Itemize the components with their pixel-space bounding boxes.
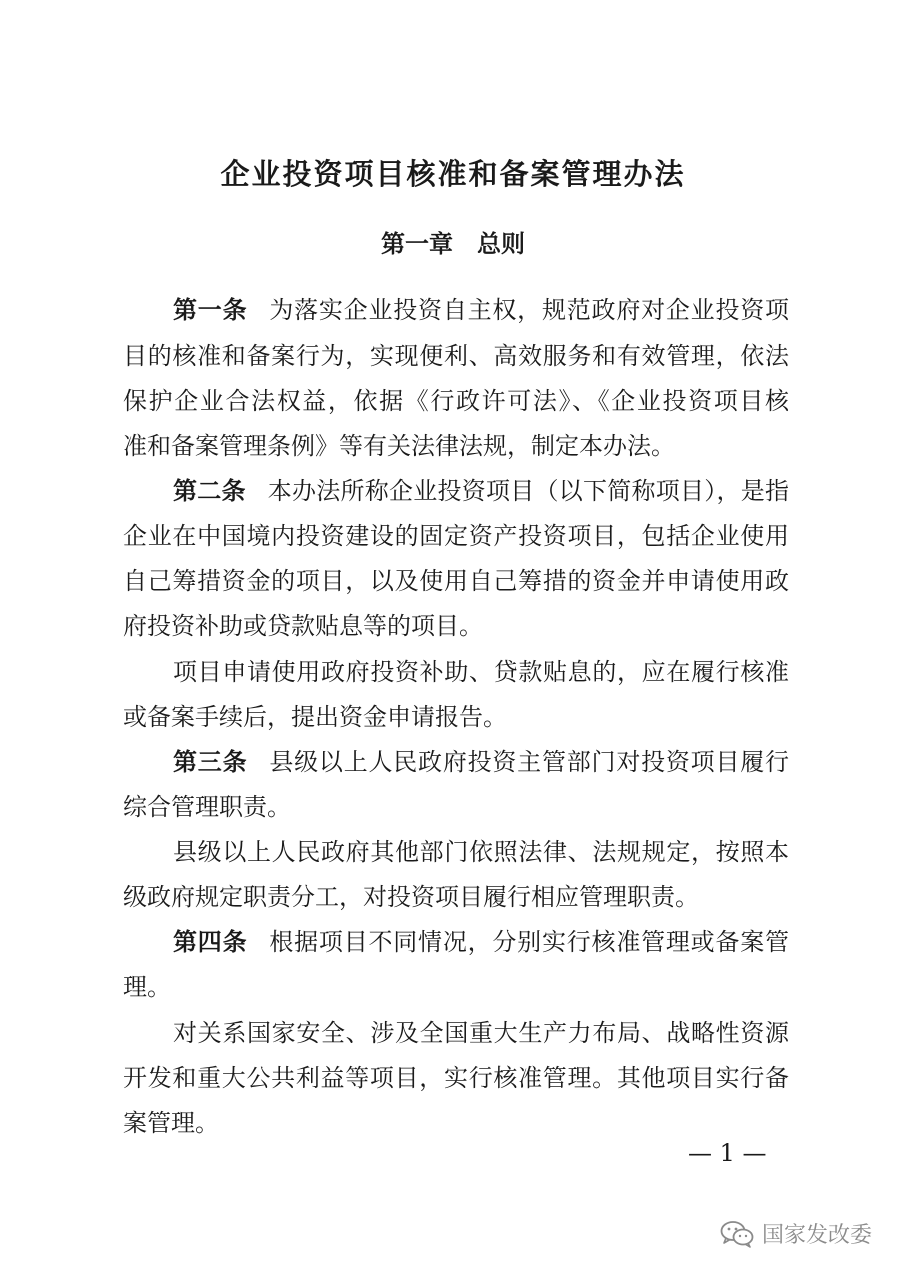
article-2-para2-line-2: 或备案手续后，提出资金申请报告。	[123, 703, 507, 731]
document-title: 企业投资项目核准和备案管理办法	[220, 157, 686, 191]
article-4-label: 第四条	[173, 928, 248, 956]
watermark-text: 国家发改委	[762, 1223, 873, 1248]
article-1-line-2: 目的核准和备案行为，实现便利、高效服务和有效管理，依法	[123, 342, 789, 370]
article-4-para2-line-2: 开发和重大公共利益等项目，实行核准管理。其他项目实行备	[123, 1064, 789, 1092]
article-2-line-4: 府投资补助或贷款贴息等的项目。	[123, 612, 483, 640]
article-4-line-2: 理。	[123, 973, 171, 1001]
article-2-line-2: 企业在中国境内投资建设的固定资产投资项目，包括企业使用	[123, 522, 789, 550]
article-3-text-1: 县级以上人民政府投资主管部门对投资项目履行	[269, 748, 790, 776]
article-1-text-1: 为落实企业投资自主权，规范政府对企业投资项	[269, 296, 790, 324]
wechat-icon	[720, 1220, 754, 1248]
article-4-para2-line-3: 案管理。	[123, 1109, 219, 1137]
chapter-heading	[0, 226, 906, 262]
article-2-text-1: 本办法所称企业投资项目（以下简称项目），是指	[267, 477, 789, 505]
article-1-line-4: 准和备案管理条例》等有关法律法规，制定本办法。	[123, 432, 675, 460]
article-1-line-1	[173, 293, 789, 327]
article-3-line-2: 综合管理职责。	[123, 793, 291, 821]
watermark	[720, 1218, 872, 1249]
article-2-label: 第二条	[173, 477, 246, 505]
page-number: — 1 —	[688, 1139, 767, 1167]
article-4-text-1: 根据项目不同情况，分别实行核准管理或备案管	[269, 928, 790, 956]
article-2-line-1	[173, 474, 789, 508]
article-4-line-1	[173, 925, 789, 959]
article-3-label: 第三条	[173, 748, 248, 776]
article-2-line-3: 自己筹措资金的项目，以及使用自己筹措的资金并申请使用政	[123, 567, 789, 595]
article-1-label: 第一条	[173, 296, 248, 324]
chapter-name: 总则	[477, 230, 525, 258]
article-1-line-3: 保护企业合法权益，依据《行政许可法》、《企业投资项目核	[123, 387, 789, 415]
article-3-para2-line-1: 县级以上人民政府其他部门依照法律、法规规定，按照本	[173, 838, 789, 866]
article-3-line-1	[173, 745, 789, 779]
chapter-number: 第一章	[381, 230, 453, 258]
article-4-para2-line-1: 对关系国家安全、涉及全国重大生产力布局、战略性资源	[173, 1019, 789, 1047]
article-2-para2-line-1: 项目申请使用政府投资补助、贷款贴息的，应在履行核准	[173, 658, 789, 686]
article-3-para2-line-2: 级政府规定职责分工，对投资项目履行相应管理职责。	[123, 883, 699, 911]
